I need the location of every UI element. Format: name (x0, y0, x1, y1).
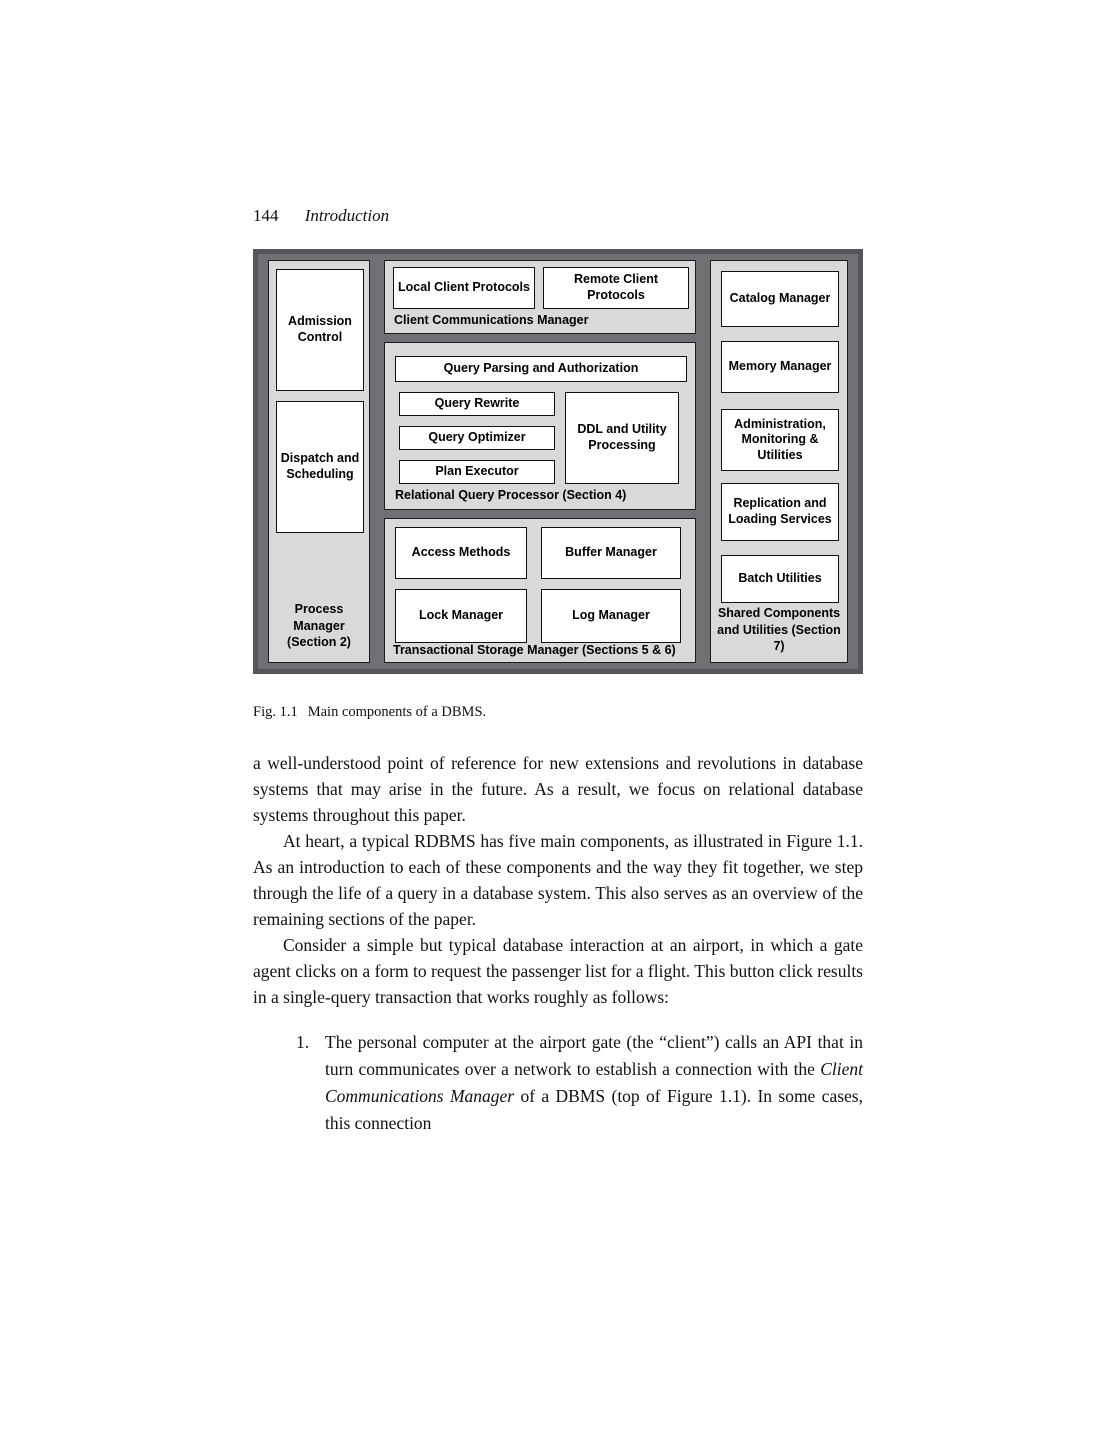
panel-client-communications-manager (384, 260, 696, 334)
box-query-optimizer: Query Optimizer (399, 426, 555, 450)
list-item-text-part1: The personal computer at the airport gate (the “client”) calls an API that in turn communicates over a network to establish a connection with the (325, 1032, 863, 1079)
section-title: Introduction (304, 206, 390, 225)
box-buffer-manager: Buffer Manager (541, 527, 681, 579)
list-item-text (325, 1029, 863, 1137)
label-process-manager: Process Manager (Section 2) (287, 602, 351, 649)
numbered-list-item-1 (296, 1029, 863, 1137)
panel-relational-query-processor (384, 342, 696, 510)
list-item-text-part2: of a DBMS (top of Figure 1.1). In some cases, this connection (325, 1086, 863, 1133)
panel-shared-components (710, 260, 848, 663)
label-transactional-storage-manager: Transactional Storage Manager (Sections 5 & 6) (393, 642, 676, 657)
paragraph-2: At heart, a typical RDBMS has five main components, as illustrated in Figure 1.1. As an introduction to each of these components and the way they fit together, we step through the life of a query in a database system. This also serves as an overview of the remaining sections of the paper. (253, 831, 863, 929)
box-admission-control: Admission Control (276, 269, 364, 391)
figure-caption-text: Main components of a DBMS. (307, 704, 487, 720)
label-client-communications-manager: Client Communications Manager (394, 312, 589, 327)
box-log-manager: Log Manager (541, 589, 681, 643)
dbms-architecture-diagram (253, 249, 863, 674)
body-text (253, 750, 863, 1137)
figure-caption-label: Fig. 1.1 (253, 704, 298, 720)
box-remote-client-protocols: Remote Client Protocols (543, 267, 689, 309)
box-query-rewrite: Query Rewrite (399, 392, 555, 416)
box-batch-utilities: Batch Utilities (721, 555, 839, 603)
box-lock-manager: Lock Manager (395, 589, 527, 643)
box-memory-manager: Memory Manager (721, 341, 839, 393)
box-query-parsing-authorization: Query Parsing and Authorization (395, 356, 687, 382)
box-plan-executor: Plan Executor (399, 460, 555, 484)
box-dispatch-scheduling: Dispatch and Scheduling (276, 401, 364, 533)
box-replication-loading-services: Replication and Loading Services (721, 483, 839, 541)
page-content (253, 0, 863, 1137)
paragraph-1: a well-understood point of reference for new extensions and revolutions in database systems that may arise in the future. As a result, we focus on relational database systems throughout this paper. (253, 753, 863, 825)
list-item-number: 1. (296, 1032, 310, 1052)
box-access-methods: Access Methods (395, 527, 527, 579)
list-item-text-italic: Client Communications Manager (325, 1059, 863, 1106)
box-local-client-protocols: Local Client Protocols (393, 267, 535, 309)
paragraph-3: Consider a simple but typical database interaction at an airport, in which a gate agent clicks on a form to request the passenger list for a flight. This button click results in a single-query transaction that works roughly as follows: (253, 935, 863, 1007)
page-number: 144 (253, 206, 279, 225)
label-relational-query-processor: Relational Query Processor (Section 4) (395, 487, 627, 502)
label-shared-components: Shared Components and Utilities (Section 7) (717, 606, 841, 653)
panel-process-manager (268, 260, 370, 663)
running-header (253, 206, 863, 226)
box-ddl-utility-processing: DDL and Utility Processing (565, 392, 679, 484)
box-administration-monitoring-utilities: Administration, Monitoring & Utilities (721, 409, 839, 471)
box-catalog-manager: Catalog Manager (721, 271, 839, 327)
panel-transactional-storage-manager (384, 518, 696, 663)
figure-caption (253, 704, 863, 721)
